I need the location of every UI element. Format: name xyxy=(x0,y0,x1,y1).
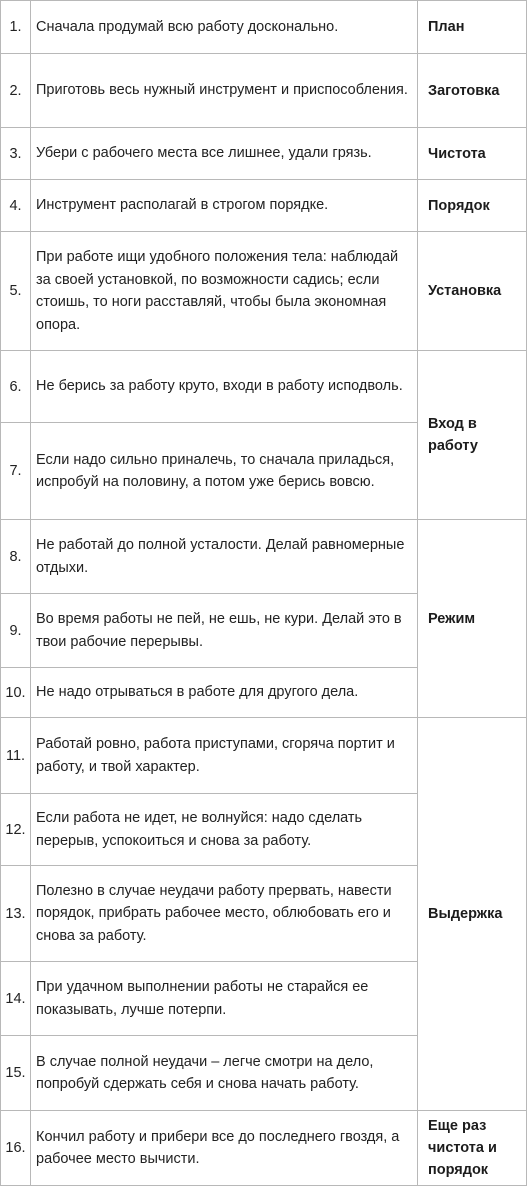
category-label: Вход в работу xyxy=(418,351,527,520)
row-number: 14. xyxy=(1,962,31,1036)
table-row xyxy=(1,180,527,232)
row-number: 16. xyxy=(1,1111,31,1186)
rule-text: Сначала продумай всю работу досконально. xyxy=(31,1,418,54)
category-label xyxy=(418,1111,527,1186)
table-row xyxy=(1,351,527,423)
row-number: 7. xyxy=(1,423,31,520)
rule-text: При работе ищи удобного положения тела: наблюдай за своей установкой, по возможности садись; если стоишь, то ноги расставляй, чтобы была экономная опора. xyxy=(31,232,418,351)
row-number: 6. xyxy=(1,351,31,423)
rule-text: Не надо отрываться в работе для другого дела. xyxy=(31,668,418,718)
row-number: 9. xyxy=(1,594,31,668)
rule-text: В случае полной неудачи – легче смотри на дело, попробуй сдержать себя и снова начать работу. xyxy=(31,1036,418,1111)
table-row xyxy=(1,128,527,180)
category-label: Заготовка xyxy=(418,54,527,128)
rule-text: Полезно в случае неудачи работу прервать, навести порядок, прибрать рабочее место, облюбовать его и снова за работу. xyxy=(31,866,418,962)
row-number: 12. xyxy=(1,794,31,866)
rule-text: Не берись за работу круто, входи в работу исподволь. xyxy=(31,351,418,423)
row-number: 15. xyxy=(1,1036,31,1111)
table-row xyxy=(1,520,527,594)
rule-text: Приготовь весь нужный инструмент и приспособления. xyxy=(31,54,418,128)
table-row xyxy=(1,718,527,794)
table-row xyxy=(1,54,527,128)
category-label-line: Еще раз xyxy=(428,1118,487,1134)
category-label: Выдержка xyxy=(418,718,527,1111)
row-number: 3. xyxy=(1,128,31,180)
rule-text: При удачном выполнении работы не старайся ее показывать, лучше потерпи. xyxy=(31,962,418,1036)
row-number: 5. xyxy=(1,232,31,351)
row-number: 11. xyxy=(1,718,31,794)
rule-text: Инструмент располагай в строгом порядке. xyxy=(31,180,418,232)
row-number: 10. xyxy=(1,668,31,718)
row-number: 4. xyxy=(1,180,31,232)
row-number: 13. xyxy=(1,866,31,962)
category-label-line: порядок xyxy=(428,1162,489,1178)
rule-text: Не работай до полной усталости. Делай равномерные отдыхи. xyxy=(31,520,418,594)
category-label-line: чистота и xyxy=(428,1140,497,1156)
category-label: Чистота xyxy=(418,128,527,180)
row-number: 8. xyxy=(1,520,31,594)
rule-text: Кончил работу и прибери все до последнего гвоздя, а рабочее место вычисти. xyxy=(31,1111,418,1186)
row-number: 1. xyxy=(1,1,31,54)
rule-text: Работай ровно, работа приступами, сгоряча портит и работу, и твой характер. xyxy=(31,718,418,794)
table-row xyxy=(1,232,527,351)
category-label: Порядок xyxy=(418,180,527,232)
category-label: Режим xyxy=(418,520,527,718)
table-row xyxy=(1,1111,527,1186)
row-number: 2. xyxy=(1,54,31,128)
table-row xyxy=(1,1,527,54)
rule-text: Убери с рабочего места все лишнее, удали грязь. xyxy=(31,128,418,180)
rule-text: Если надо сильно приналечь, то сначала приладься, испробуй на половину, а потом уже берись вовсю. xyxy=(31,423,418,520)
rule-text: Если работа не идет, не волнуйся: надо сделать перерыв, успокоиться и снова за работу. xyxy=(31,794,418,866)
rule-text: Во время работы не пей, не ешь, не кури. Делай это в твои рабочие перерывы. xyxy=(31,594,418,668)
category-label: Установка xyxy=(418,232,527,351)
category-label: План xyxy=(418,1,527,54)
